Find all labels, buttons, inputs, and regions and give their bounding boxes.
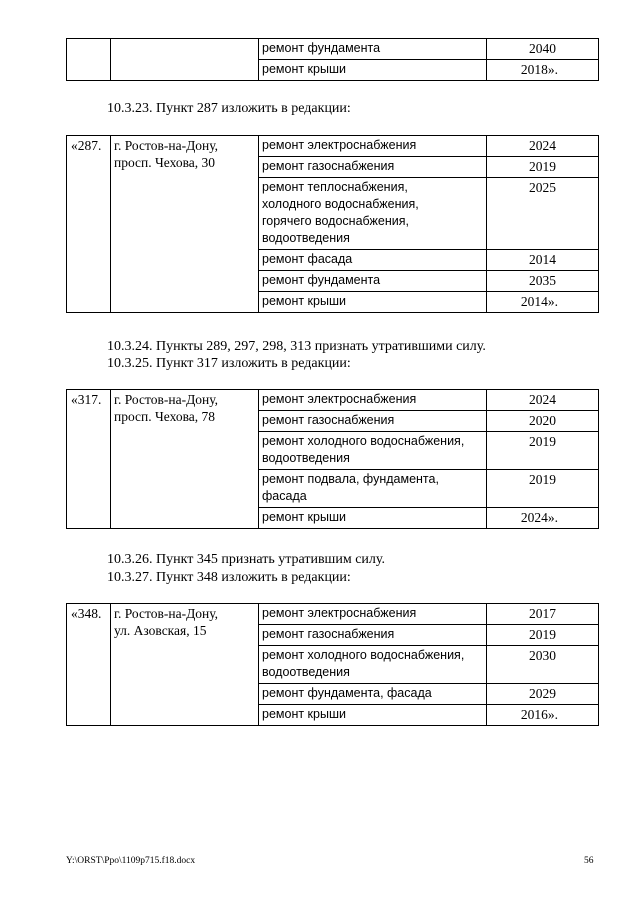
work-cell <box>259 432 487 470</box>
table-row <box>67 136 599 157</box>
year-cell: 2024 <box>487 136 599 157</box>
continuation-table <box>66 38 599 81</box>
paragraph-10-3-23: 10.3.23. Пункт 287 изложить в редакции: <box>107 101 351 116</box>
table-row <box>67 39 599 60</box>
work-cell <box>259 646 487 684</box>
work-cell: ремонт фундамента <box>259 39 487 60</box>
work-cell: ремонт крыши <box>259 705 487 726</box>
item-number: «287. <box>67 136 111 313</box>
work-line: ремонт теплоснабжения, <box>262 180 408 194</box>
address-cell <box>111 604 259 726</box>
work-cell <box>259 178 487 250</box>
year-cell: 2029 <box>487 684 599 705</box>
year-cell: 2016». <box>487 705 599 726</box>
work-cell: ремонт крыши <box>259 508 487 529</box>
year-cell: 2025 <box>487 178 599 250</box>
work-line: фасада <box>262 489 307 503</box>
address-line: г. Ростов-на-Дону, <box>114 138 219 153</box>
address-line: просп. Чехова, 30 <box>114 155 216 170</box>
work-cell: ремонт газоснабжения <box>259 157 487 178</box>
year-cell: 2017 <box>487 604 599 625</box>
work-cell: ремонт электроснабжения <box>259 604 487 625</box>
page-number: 56 <box>584 856 594 866</box>
year-cell: 2019 <box>487 157 599 178</box>
work-cell: ремонт фундамента, фасада <box>259 684 487 705</box>
footer-file-path: Y:\ORST\Ppo\1109p715.f18.docx <box>66 856 196 866</box>
work-cell <box>259 470 487 508</box>
year-cell: 2018». <box>487 60 599 81</box>
year-cell: 2019 <box>487 625 599 646</box>
year-cell: 2020 <box>487 411 599 432</box>
year-cell: 2019 <box>487 432 599 470</box>
work-line: ремонт холодного водоснабжения, <box>262 648 465 662</box>
address-line: просп. Чехова, 78 <box>114 409 216 424</box>
work-cell: ремонт крыши <box>259 292 487 313</box>
work-line: водоотведения <box>262 665 350 679</box>
address-line: г. Ростов-на-Дону, <box>114 606 219 621</box>
table-item-348 <box>66 603 599 726</box>
work-cell: ремонт газоснабжения <box>259 411 487 432</box>
year-cell: 2019 <box>487 470 599 508</box>
work-line: водоотведения <box>262 451 350 465</box>
work-cell: ремонт электроснабжения <box>259 390 487 411</box>
work-cell: ремонт фундамента <box>259 271 487 292</box>
work-cell: ремонт газоснабжения <box>259 625 487 646</box>
address-cell <box>111 39 259 81</box>
year-cell: 2040 <box>487 39 599 60</box>
year-cell: 2014 <box>487 250 599 271</box>
address-line: г. Ростов-на-Дону, <box>114 392 219 407</box>
address-cell <box>111 136 259 313</box>
work-line: водоотведения <box>262 231 350 245</box>
paragraph-10-3-27: 10.3.27. Пункт 348 изложить в редакции: <box>107 570 351 585</box>
year-cell: 2035 <box>487 271 599 292</box>
work-line: ремонт холодного водоснабжения, <box>262 434 465 448</box>
work-line: ремонт подвала, фундамента, <box>262 472 439 486</box>
table-item-317 <box>66 389 599 529</box>
paragraph-10-3-25: 10.3.25. Пункт 317 изложить в редакции: <box>107 356 351 371</box>
address-line: ул. Азовская, 15 <box>114 623 207 638</box>
item-number: «317. <box>67 390 111 529</box>
table-item-287 <box>66 135 599 313</box>
work-line: холодного водоснабжения, <box>262 197 419 211</box>
year-cell: 2024 <box>487 390 599 411</box>
paragraph-10-3-24: 10.3.24. Пункты 289, 297, 298, 313 признать утратившими силу. <box>107 339 486 354</box>
table-row <box>67 390 599 411</box>
year-cell: 2030 <box>487 646 599 684</box>
work-cell: ремонт фасада <box>259 250 487 271</box>
item-number: «348. <box>67 604 111 726</box>
work-line: горячего водоснабжения, <box>262 214 409 228</box>
table-row <box>67 604 599 625</box>
work-cell: ремонт крыши <box>259 60 487 81</box>
year-cell: 2014». <box>487 292 599 313</box>
num-cell <box>67 39 111 81</box>
year-cell: 2024». <box>487 508 599 529</box>
address-cell <box>111 390 259 529</box>
work-cell: ремонт электроснабжения <box>259 136 487 157</box>
paragraph-10-3-26: 10.3.26. Пункт 345 признать утратившим силу. <box>107 552 385 567</box>
